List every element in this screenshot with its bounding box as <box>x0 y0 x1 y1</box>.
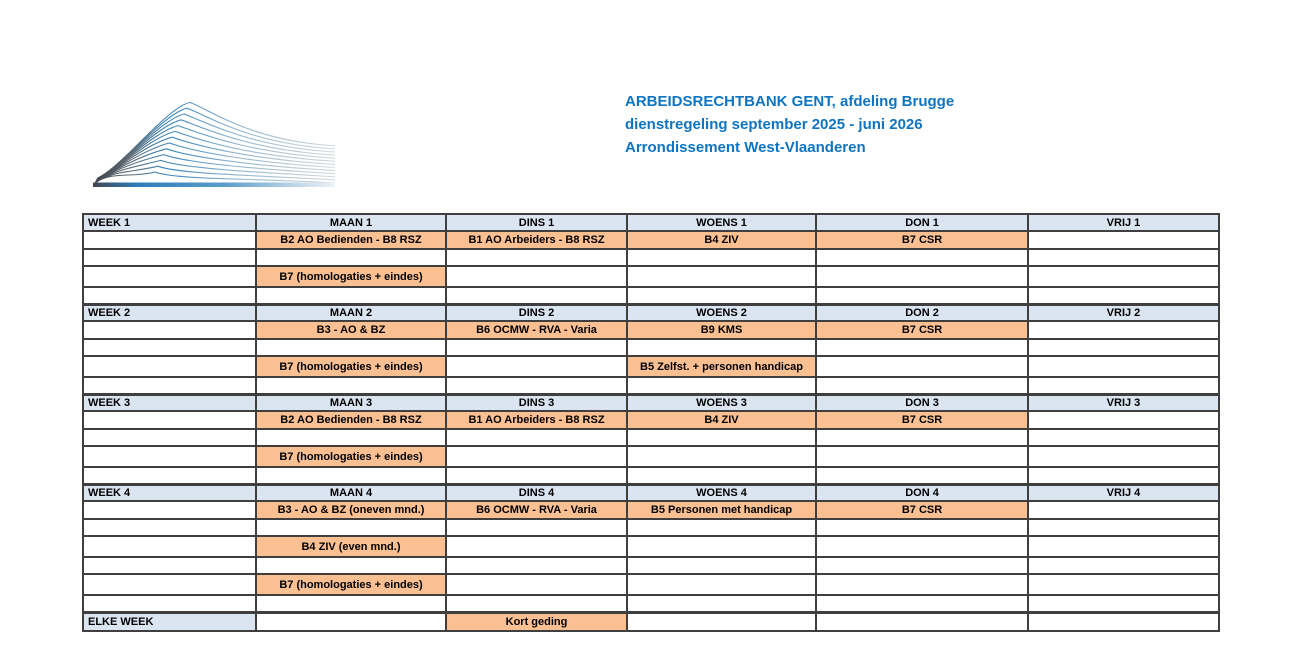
week-3-header-cell-week: WEEK 3 <box>83 394 256 411</box>
week-3-cell-dins <box>446 429 627 446</box>
elke-week-row-0 <box>83 612 1219 631</box>
week-2-row-3 <box>83 356 1219 377</box>
week-1-header-cell-week: WEEK 1 <box>83 214 256 231</box>
week-2-cell-maan <box>256 339 446 356</box>
court-logo <box>85 92 337 187</box>
week-1-cell-vrij <box>1028 249 1219 266</box>
court-logo-graphic <box>85 92 337 187</box>
week-1-cell-vrij <box>1028 287 1219 304</box>
week-4-header-cell-week: WEEK 4 <box>83 484 256 501</box>
week-2-cell-week <box>83 356 256 377</box>
week-1-cell-week <box>83 287 256 304</box>
week-1-cell-week <box>83 249 256 266</box>
week-2-cell-week <box>83 377 256 394</box>
week-3-row-1 <box>83 411 1219 429</box>
week-3-cell-don <box>816 467 1028 484</box>
week-4-cell-week <box>83 536 256 557</box>
title-line-3: Arrondissement West-Vlaanderen <box>625 139 866 156</box>
week-1-row-0 <box>83 214 1219 231</box>
week-4-row-3 <box>83 536 1219 557</box>
week-2-row-0 <box>83 304 1219 321</box>
title-line-2: dienstregeling september 2025 - juni 2026 <box>625 116 923 133</box>
week-2-cell-dins <box>446 356 627 377</box>
week-4-cell-don: B7 CSR <box>816 501 1028 519</box>
week-4-cell-vrij <box>1028 557 1219 574</box>
week-3-cell-vrij <box>1028 446 1219 467</box>
week-4-row-1 <box>83 501 1219 519</box>
week-4-cell-week <box>83 557 256 574</box>
elke-week-cell-woens <box>627 612 816 631</box>
week-4-cell-dins <box>446 557 627 574</box>
week-4-cell-woens <box>627 595 816 612</box>
week-1-header-cell-woens: WOENS 1 <box>627 214 816 231</box>
week-4-cell-vrij <box>1028 536 1219 557</box>
week-4-cell-don <box>816 557 1028 574</box>
week-2-cell-maan <box>256 377 446 394</box>
week-1-cell-dins: B1 AO Arbeiders - B8 RSZ <box>446 231 627 249</box>
week-3-cell-week <box>83 446 256 467</box>
elke-week-cell-dins: Kort geding <box>446 612 627 631</box>
week-4-cell-dins <box>446 519 627 536</box>
week-2-header-cell-vrij: VRIJ 2 <box>1028 304 1219 321</box>
week-1-header-cell-dins: DINS 1 <box>446 214 627 231</box>
week-2-cell-don <box>816 339 1028 356</box>
week-4-cell-week <box>83 519 256 536</box>
week-3-cell-maan: B2 AO Bedienden - B8 RSZ <box>256 411 446 429</box>
week-4-cell-vrij <box>1028 574 1219 595</box>
week-4-header-cell-vrij: VRIJ 4 <box>1028 484 1219 501</box>
week-4-cell-don <box>816 519 1028 536</box>
week-2-cell-don <box>816 377 1028 394</box>
week-2-header-cell-woens: WOENS 2 <box>627 304 816 321</box>
week-4-header-cell-woens: WOENS 4 <box>627 484 816 501</box>
week-1-header-cell-don: DON 1 <box>816 214 1028 231</box>
week-1-cell-don <box>816 249 1028 266</box>
week-4-cell-maan <box>256 595 446 612</box>
week-4-header-cell-don: DON 4 <box>816 484 1028 501</box>
week-1-cell-maan: B7 (homologaties + eindes) <box>256 266 446 287</box>
week-1-cell-vrij <box>1028 231 1219 249</box>
week-4-cell-maan: B7 (homologaties + eindes) <box>256 574 446 595</box>
week-3-cell-don: B7 CSR <box>816 411 1028 429</box>
week-4-cell-vrij <box>1028 519 1219 536</box>
week-4-cell-week <box>83 574 256 595</box>
week-3-cell-dins <box>446 467 627 484</box>
week-3-row-4 <box>83 467 1219 484</box>
week-3-cell-woens <box>627 429 816 446</box>
week-1-row-1 <box>83 231 1219 249</box>
week-1-cell-woens <box>627 266 816 287</box>
week-3-cell-don <box>816 429 1028 446</box>
week-2-row-4 <box>83 377 1219 394</box>
week-3-cell-week <box>83 411 256 429</box>
week-2-cell-woens: B5 Zelfst. + personen handicap <box>627 356 816 377</box>
week-1-header-cell-vrij: VRIJ 1 <box>1028 214 1219 231</box>
week-3-row-2 <box>83 429 1219 446</box>
week-3-cell-maan <box>256 467 446 484</box>
week-2-cell-week <box>83 321 256 339</box>
week-2-cell-woens <box>627 377 816 394</box>
week-1-row-4 <box>83 287 1219 304</box>
week-1-cell-dins <box>446 266 627 287</box>
week-3-header-cell-vrij: VRIJ 3 <box>1028 394 1219 411</box>
week-2-cell-week <box>83 339 256 356</box>
week-2-cell-dins: B6 OCMW - RVA - Varia <box>446 321 627 339</box>
week-2-header-cell-maan: MAAN 2 <box>256 304 446 321</box>
week-1-cell-don: B7 CSR <box>816 231 1028 249</box>
week-1-cell-maan: B2 AO Bedienden - B8 RSZ <box>256 231 446 249</box>
week-2-cell-dins <box>446 377 627 394</box>
week-4-cell-don <box>816 536 1028 557</box>
week-1-cell-maan <box>256 249 446 266</box>
week-2-header-cell-don: DON 2 <box>816 304 1028 321</box>
week-1-header-cell-maan: MAAN 1 <box>256 214 446 231</box>
week-2-cell-vrij <box>1028 356 1219 377</box>
week-3-row-3 <box>83 446 1219 467</box>
document-title <box>625 90 954 159</box>
week-4-cell-woens: B5 Personen met handicap <box>627 501 816 519</box>
week-4-cell-maan <box>256 519 446 536</box>
week-4-cell-vrij <box>1028 595 1219 612</box>
week-2-header-cell-week: WEEK 2 <box>83 304 256 321</box>
week-4-cell-woens <box>627 557 816 574</box>
week-3-header-cell-don: DON 3 <box>816 394 1028 411</box>
week-4-cell-dins <box>446 536 627 557</box>
week-2-cell-woens: B9 KMS <box>627 321 816 339</box>
week-3-cell-woens <box>627 446 816 467</box>
week-3-cell-vrij <box>1028 411 1219 429</box>
week-3-cell-woens <box>627 467 816 484</box>
week-4-row-2 <box>83 519 1219 536</box>
week-4-cell-don <box>816 574 1028 595</box>
week-2-header-cell-dins: DINS 2 <box>446 304 627 321</box>
week-3-cell-maan: B7 (homologaties + eindes) <box>256 446 446 467</box>
schedule-table-wrap <box>82 213 1220 632</box>
week-3-cell-week <box>83 467 256 484</box>
week-4-cell-don <box>816 595 1028 612</box>
week-4-cell-maan <box>256 557 446 574</box>
week-3-cell-week <box>83 429 256 446</box>
week-2-cell-vrij <box>1028 377 1219 394</box>
week-1-row-3 <box>83 266 1219 287</box>
week-1-cell-woens <box>627 249 816 266</box>
week-3-header-cell-dins: DINS 3 <box>446 394 627 411</box>
week-4-row-4 <box>83 557 1219 574</box>
week-1-row-2 <box>83 249 1219 266</box>
week-3-cell-vrij <box>1028 467 1219 484</box>
title-line-1: ARBEIDSRECHTBANK GENT, afdeling Brugge <box>625 93 955 110</box>
week-4-cell-vrij <box>1028 501 1219 519</box>
week-1-cell-vrij <box>1028 266 1219 287</box>
week-2-cell-maan: B3 - AO & BZ <box>256 321 446 339</box>
week-2-cell-vrij <box>1028 321 1219 339</box>
week-2-cell-maan: B7 (homologaties + eindes) <box>256 356 446 377</box>
week-4-header-cell-maan: MAAN 4 <box>256 484 446 501</box>
week-1-cell-week <box>83 231 256 249</box>
week-3-row-0 <box>83 394 1219 411</box>
week-1-cell-woens <box>627 287 816 304</box>
week-1-cell-maan <box>256 287 446 304</box>
duty-schedule-table <box>82 213 1220 632</box>
week-4-row-6 <box>83 595 1219 612</box>
week-3-cell-dins: B1 AO Arbeiders - B8 RSZ <box>446 411 627 429</box>
week-3-header-cell-woens: WOENS 3 <box>627 394 816 411</box>
week-4-row-0 <box>83 484 1219 501</box>
week-4-cell-dins: B6 OCMW - RVA - Varia <box>446 501 627 519</box>
week-4-cell-dins <box>446 595 627 612</box>
elke-week-cell-don <box>816 612 1028 631</box>
week-4-cell-woens <box>627 536 816 557</box>
week-3-cell-woens: B4 ZIV <box>627 411 816 429</box>
week-1-cell-week <box>83 266 256 287</box>
week-2-cell-dins <box>446 339 627 356</box>
week-1-cell-don <box>816 266 1028 287</box>
elke-week-cell-vrij <box>1028 612 1219 631</box>
week-3-cell-vrij <box>1028 429 1219 446</box>
week-3-cell-dins <box>446 446 627 467</box>
week-4-cell-woens <box>627 574 816 595</box>
week-2-cell-woens <box>627 339 816 356</box>
week-1-cell-dins <box>446 249 627 266</box>
week-4-cell-woens <box>627 519 816 536</box>
week-2-cell-don <box>816 356 1028 377</box>
week-2-row-2 <box>83 339 1219 356</box>
week-3-cell-don <box>816 446 1028 467</box>
elke-week-cell-maan <box>256 612 446 631</box>
week-1-cell-dins <box>446 287 627 304</box>
week-2-cell-vrij <box>1028 339 1219 356</box>
week-4-cell-maan: B4 ZIV (even mnd.) <box>256 536 446 557</box>
week-4-cell-maan: B3 - AO & BZ (oneven mnd.) <box>256 501 446 519</box>
week-4-header-cell-dins: DINS 4 <box>446 484 627 501</box>
week-2-row-1 <box>83 321 1219 339</box>
week-4-cell-week <box>83 595 256 612</box>
week-1-cell-woens: B4 ZIV <box>627 231 816 249</box>
week-4-row-5 <box>83 574 1219 595</box>
week-3-header-cell-maan: MAAN 3 <box>256 394 446 411</box>
week-4-cell-week <box>83 501 256 519</box>
week-2-cell-don: B7 CSR <box>816 321 1028 339</box>
week-1-cell-don <box>816 287 1028 304</box>
elke-week-cell-week: ELKE WEEK <box>83 612 256 631</box>
week-3-cell-maan <box>256 429 446 446</box>
week-4-cell-dins <box>446 574 627 595</box>
